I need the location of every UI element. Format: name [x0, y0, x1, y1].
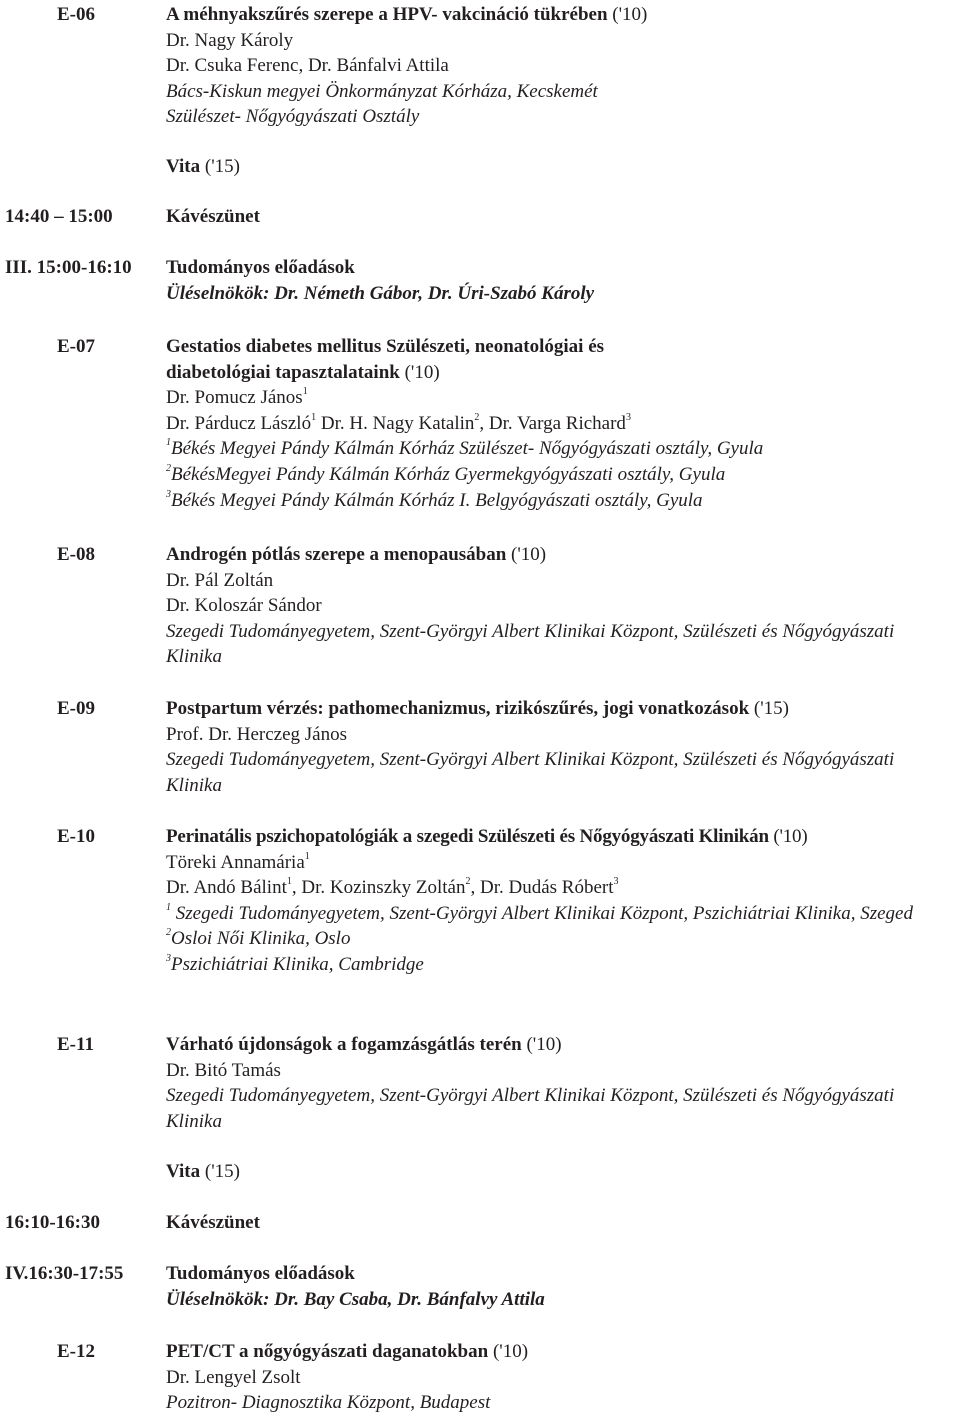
institution: Bács-Kiskun megyei Önkormányzat Kórháza, Kecskemét	[166, 80, 598, 102]
coauthor: , Dr. Kozinszky Zoltán	[291, 877, 466, 899]
talk-title-cont: diabetológiai tapasztalataink	[166, 361, 400, 383]
session-title: Tudományos előadások	[166, 257, 355, 278]
speaker: Dr. Pál Zoltán	[166, 569, 274, 591]
speaker: Dr. Pomucz János	[166, 387, 303, 409]
footnote-mark: 3	[625, 411, 631, 423]
footnote-mark: 2	[465, 876, 471, 888]
institution-department: Szülészet- Nőgyógyászati Osztály	[166, 106, 420, 128]
talk-code: E-07	[57, 336, 95, 357]
coauthor: Dr. Andó Bálint	[166, 877, 287, 899]
coauthor: Dr. Párducz László	[166, 412, 312, 434]
discussion-label: Vita	[166, 1161, 201, 1182]
talk-title: Postpartum vérzés: pathomechanizmus, rizikószűrés, jogi vonatkozások	[166, 698, 750, 719]
talk-title: A méhnyakszűrés szerepe a HPV- vakcináció tükrében	[166, 4, 608, 25]
coauthor: Dr. Koloszár Sándor	[166, 595, 322, 617]
coauthor: Dr. H. Nagy Katalin	[316, 412, 475, 434]
talk-duration: ('15)	[749, 698, 789, 719]
break-label: Kávészünet	[166, 206, 260, 227]
footnote-mark: 2	[166, 927, 171, 939]
talk-title: Perinatális pszichopatológiák a szegedi Szülészeti és Nőgyógyászati Klinikán	[166, 826, 769, 847]
footnote-mark: 1	[302, 386, 308, 398]
speaker: Dr. Bitó Tamás	[166, 1059, 281, 1081]
footnote-mark: 1	[166, 901, 171, 913]
affiliation: BékésMegyei Pándy Kálmán Kórház Gyermekgyógyászati osztály, Gyula	[171, 463, 726, 485]
footnote-mark: 1	[304, 850, 310, 862]
coauthor: , Dr. Dudás Róbert	[470, 877, 614, 899]
speaker: Dr. Lengyel Zsolt	[166, 1366, 301, 1388]
talk-code: E-11	[57, 1034, 94, 1055]
talk-code: E-12	[57, 1341, 95, 1362]
institution: Pozitron- Diagnosztika Központ, Budapest	[166, 1392, 491, 1414]
affiliation: Osloi Női Klinika, Oslo	[171, 928, 351, 950]
discussion-label: Vita	[166, 156, 201, 177]
footnote-mark: 2	[166, 462, 171, 474]
discussion-duration: ('15)	[200, 156, 240, 177]
session-chairs: Üléselnökök: Dr. Németh Gábor, Dr. Úri-Szabó Károly	[166, 282, 595, 304]
footnote-mark: 1	[286, 876, 292, 888]
break-time: 16:10-16:30	[5, 1212, 100, 1233]
talk-code: E-10	[57, 826, 95, 847]
break-time: 14:40 – 15:00	[5, 206, 113, 227]
talk-duration: ('10)	[607, 4, 648, 25]
speaker: Dr. Nagy Károly	[166, 29, 294, 51]
footnote-mark: 3	[613, 876, 619, 888]
discussion-duration: ('15)	[200, 1161, 240, 1182]
talk-duration: ('10)	[506, 544, 547, 565]
footnote-mark: 1	[311, 411, 317, 423]
speaker: Prof. Dr. Herczeg János	[166, 723, 347, 745]
talk-code: E-08	[57, 544, 95, 565]
talk-title: Androgén pótlás szerepe a menopausában	[166, 544, 507, 565]
session-chairs: Üléselnökök: Dr. Bay Csaba, Dr. Bánfalvy Attila	[166, 1288, 545, 1310]
institution: Szegedi Tudományegyetem, Szent-Györgyi Albert Klinikai Központ, Szülészeti és Nőgyógyászati Klinika	[166, 1085, 895, 1132]
affiliation: Pszichiátriai Klinika, Cambridge	[171, 953, 424, 975]
affiliation: Szegedi Tudományegyetem, Szent-Györgyi Albert Klinikai Központ, Pszichiátriai Klinika, Szeged	[175, 902, 913, 924]
speaker: Töreki Annamária	[166, 851, 305, 873]
talk-title: PET/CT a nőgyógyászati daganatokban	[166, 1341, 489, 1362]
talk-duration: ('10)	[521, 1034, 562, 1055]
footnote-mark: 3	[166, 488, 171, 500]
affiliation: Békés Megyei Pándy Kálmán Kórház I. Belgyógyászati osztály, Gyula	[171, 489, 703, 511]
talk-duration: ('10)	[399, 361, 440, 383]
talk-title: Gestatios diabetes mellitus Szülészeti, neonatológiai és	[166, 336, 605, 357]
talk-code: E-09	[57, 698, 95, 719]
footnote-mark: 2	[474, 411, 480, 423]
institution: Szegedi Tudományegyetem, Szent-Györgyi Albert Klinikai Központ, Szülészeti és Nőgyógyászati Klinika	[166, 620, 895, 668]
session-title: Tudományos előadások	[166, 1263, 355, 1284]
break-label: Kávészünet	[166, 1212, 260, 1233]
session-time: IV.16:30-17:55	[5, 1263, 124, 1284]
talk-duration: ('10)	[488, 1341, 529, 1362]
talk-duration: ('10)	[768, 826, 808, 847]
footnote-mark: 3	[166, 952, 171, 964]
talk-title: Várható újdonságok a fogamzásgátlás terén	[166, 1034, 522, 1055]
session-time: III. 15:00-16:10	[5, 257, 132, 278]
coauthors: Dr. Csuka Ferenc, Dr. Bánfalvi Attila	[166, 55, 449, 77]
affiliation: Békés Megyei Pándy Kálmán Kórház Szülészet- Nőgyógyászati osztály, Gyula	[171, 438, 764, 460]
footnote-mark: 1	[166, 437, 171, 449]
institution: Szegedi Tudományegyetem, Szent-Györgyi Albert Klinikai Központ, Szülészeti és Nőgyógyászati Klinika	[166, 749, 895, 796]
coauthor: , Dr. Varga Richard	[479, 412, 626, 434]
talk-code: E-06	[57, 4, 95, 25]
